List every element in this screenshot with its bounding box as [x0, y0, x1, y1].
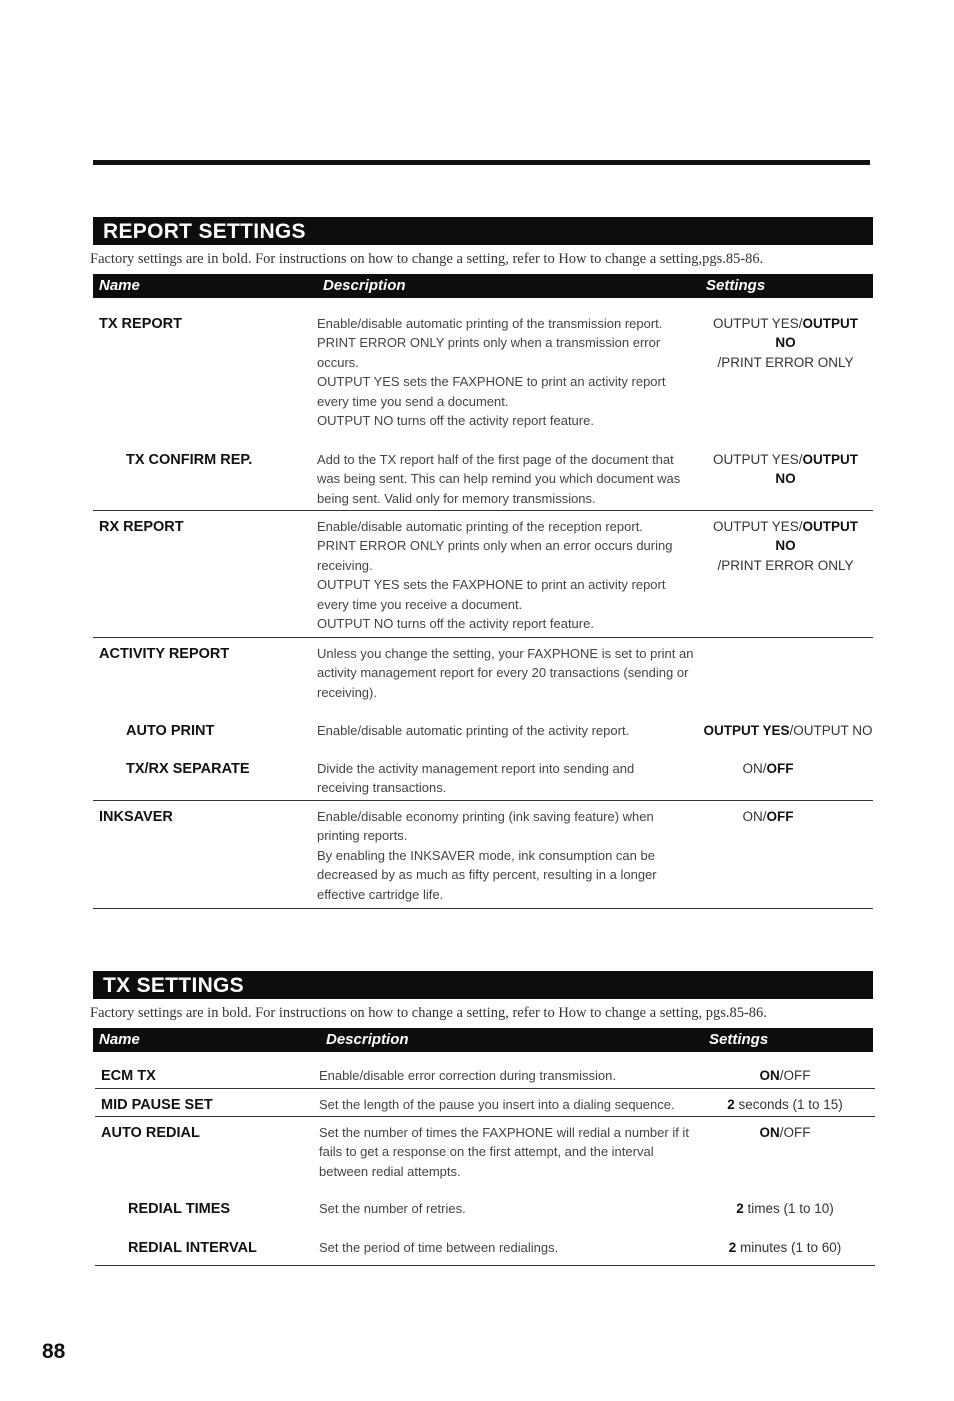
- factory-default-value: 2: [728, 1240, 737, 1255]
- setting-description: [319, 1199, 466, 1218]
- description-line: being sent. Valid only for memory transmissions.: [317, 490, 596, 506]
- setting-value: [715, 1123, 855, 1142]
- setting-value-line: /PRINT ERROR ONLY: [717, 557, 854, 573]
- setting-option-text: /OUTPUT NO: [789, 723, 873, 738]
- setting-name: AUTO PRINT: [126, 723, 215, 739]
- description-line: OUTPUT NO turns off the activity report feature.: [317, 616, 594, 632]
- header-description: Description: [326, 1031, 409, 1048]
- header-name: Name: [99, 277, 140, 294]
- setting-option-text: times (1 to 10): [743, 1201, 834, 1216]
- description-line: activity management report for every 20 transactions (sending or: [317, 665, 689, 681]
- description-line: receiving).: [317, 684, 377, 700]
- description-line: OUTPUT YES sets the FAXPHONE to print an activity report: [317, 577, 666, 593]
- factory-default-value: ON: [759, 1125, 780, 1140]
- table-bottom-rule: [95, 1265, 875, 1266]
- description-line: Enable/disable error correction during transmission.: [319, 1068, 616, 1083]
- factory-default-value: OUTPUT NO: [775, 519, 859, 554]
- setting-option-text: seconds (1 to 15): [734, 1097, 843, 1112]
- description-line: printing reports.: [317, 828, 408, 844]
- setting-option-text: ON/: [742, 761, 767, 776]
- setting-description: [319, 1238, 558, 1257]
- section-intro: Factory settings are in bold. For instructions on how to change a setting, refer to How to change a setting,pgs.85-86.: [90, 251, 764, 267]
- description-line: Enable/disable economy printing (ink saving feature) when: [317, 809, 654, 824]
- description-line: Unless you change the setting, your FAXPHONE is set to print an: [317, 646, 694, 661]
- top-rule: [93, 160, 870, 165]
- table-row-auto-redial: [95, 1116, 875, 1179]
- setting-value-line: [693, 807, 843, 826]
- header-settings: Settings: [709, 1031, 769, 1048]
- table-row-activity-report: [93, 637, 873, 700]
- setting-option-text: ON/: [742, 809, 767, 824]
- description-line: Enable/disable automatic printing of the reception report.: [317, 519, 643, 534]
- setting-value-line: [715, 1066, 855, 1085]
- description-line: Enable/disable automatic printing of the transmission report.: [317, 316, 663, 331]
- description-line: every time you receive a document.: [317, 596, 523, 612]
- description-line: Add to the TX report half of the first page of the document that: [317, 452, 674, 467]
- setting-value: [703, 517, 868, 575]
- setting-value: [715, 1095, 855, 1114]
- description-line: occurs.: [317, 354, 359, 370]
- setting-description: [319, 1066, 616, 1085]
- setting-description: [317, 759, 634, 798]
- setting-value: [703, 450, 868, 489]
- setting-option-text: OUTPUT YES/: [712, 519, 803, 534]
- setting-description: [317, 314, 665, 430]
- header-description: Description: [323, 277, 406, 294]
- setting-value: [693, 759, 843, 778]
- factory-default-value: OFF: [766, 761, 794, 776]
- setting-value-line: [703, 721, 873, 740]
- setting-value-line: [703, 450, 868, 489]
- table-bottom-rule: [93, 908, 873, 909]
- factory-default-value: OUTPUT NO: [775, 316, 859, 351]
- page-number: 88: [42, 1340, 66, 1363]
- section-intro: Factory settings are in bold. For instructions on how to change a setting, refer to How to change a setting, pgs.85-86.: [90, 1005, 767, 1021]
- setting-value: [693, 807, 843, 826]
- factory-default-value: 2: [736, 1201, 744, 1216]
- setting-description: [317, 450, 680, 508]
- section-title: TX SETTINGS: [93, 971, 873, 999]
- description-line: decreased by as much as fifty percent, resulting in a longer: [317, 867, 657, 883]
- description-line: was being sent. This can help remind you which document was: [317, 471, 681, 487]
- setting-name: ECM TX: [101, 1068, 156, 1084]
- setting-value: [715, 1066, 855, 1085]
- factory-default-value: OFF: [766, 809, 794, 824]
- factory-default-value: OUTPUT NO: [775, 452, 859, 487]
- description-line: every time you send a document.: [317, 393, 509, 409]
- setting-value: [703, 721, 873, 740]
- setting-value: [715, 1238, 855, 1257]
- setting-option-text: OUTPUT YES/: [712, 316, 803, 331]
- description-line: Set the period of time between redialings.: [319, 1240, 559, 1255]
- description-line: Set the number of retries.: [319, 1201, 466, 1216]
- factory-default-value: ON: [759, 1068, 780, 1083]
- setting-value-line: [715, 1095, 855, 1114]
- description-line: OUTPUT YES sets the FAXPHONE to print an activity report: [317, 374, 666, 390]
- description-line: receiving transactions.: [317, 780, 447, 796]
- description-line: effective cartridge life.: [317, 886, 444, 902]
- setting-value: [715, 1199, 855, 1218]
- description-line: Set the length of the pause you insert into a dialing sequence.: [319, 1097, 675, 1112]
- section-title: REPORT SETTINGS: [93, 217, 873, 245]
- setting-value-line: [703, 314, 868, 353]
- factory-default-value: OUTPUT YES: [703, 723, 790, 738]
- column-header: [93, 1028, 873, 1052]
- description-line: receiving.: [317, 557, 373, 573]
- setting-value: [703, 314, 868, 372]
- setting-description: [317, 517, 672, 633]
- setting-value-line: [715, 1123, 855, 1142]
- setting-name: ACTIVITY REPORT: [99, 646, 230, 662]
- setting-name: MID PAUSE SET: [101, 1097, 213, 1113]
- header-name: Name: [99, 1031, 140, 1048]
- setting-name: REDIAL INTERVAL: [128, 1240, 257, 1256]
- setting-description: [317, 644, 693, 702]
- setting-description: [317, 721, 629, 740]
- setting-name: REDIAL TIMES: [128, 1201, 231, 1217]
- description-line: fails to get a response on the first attempt, and the interval: [319, 1144, 654, 1160]
- description-line: Divide the activity management report into sending and: [317, 761, 635, 776]
- description-line: PRINT ERROR ONLY prints only when an error occurs during: [317, 538, 673, 554]
- description-line: PRINT ERROR ONLY prints only when a transmission error: [317, 335, 661, 351]
- setting-option-text: /OFF: [779, 1068, 811, 1083]
- description-line: between redial attempts.: [319, 1163, 461, 1179]
- setting-value-line: [693, 759, 843, 778]
- tx-settings-section: [90, 971, 873, 1052]
- setting-description: [317, 807, 657, 904]
- description-line: Enable/disable automatic printing of the activity report.: [317, 723, 630, 738]
- setting-option-text: /OFF: [779, 1125, 811, 1140]
- setting-name: INKSAVER: [99, 809, 173, 825]
- column-header: [93, 274, 873, 298]
- description-line: OUTPUT NO turns off the activity report feature.: [317, 413, 594, 429]
- setting-name: TX/RX SEPARATE: [126, 761, 250, 777]
- setting-name: TX REPORT: [99, 316, 182, 332]
- setting-value-line: /PRINT ERROR ONLY: [717, 354, 854, 370]
- factory-default-value: 2: [727, 1097, 735, 1112]
- table-row-inksaver: [93, 800, 873, 902]
- setting-value-line: [715, 1199, 855, 1218]
- header-settings: Settings: [706, 277, 766, 294]
- description-line: Set the number of times the FAXPHONE will redial a number if it: [319, 1125, 689, 1140]
- table-row-rx-report: [93, 510, 873, 632]
- setting-name: TX CONFIRM REP.: [126, 452, 253, 468]
- setting-option-text: minutes (1 to 60): [736, 1240, 842, 1255]
- setting-option-text: OUTPUT YES/: [712, 452, 803, 467]
- setting-value-line: [703, 517, 868, 556]
- setting-name: RX REPORT: [99, 519, 184, 535]
- setting-description: [319, 1123, 689, 1181]
- setting-value-line: [715, 1238, 855, 1257]
- table-row-mid-pause-set: [95, 1088, 875, 1113]
- setting-description: [319, 1095, 675, 1114]
- description-line: By enabling the INKSAVER mode, ink consumption can be: [317, 847, 655, 863]
- setting-name: AUTO REDIAL: [101, 1125, 200, 1141]
- report-settings-section: [90, 217, 873, 298]
